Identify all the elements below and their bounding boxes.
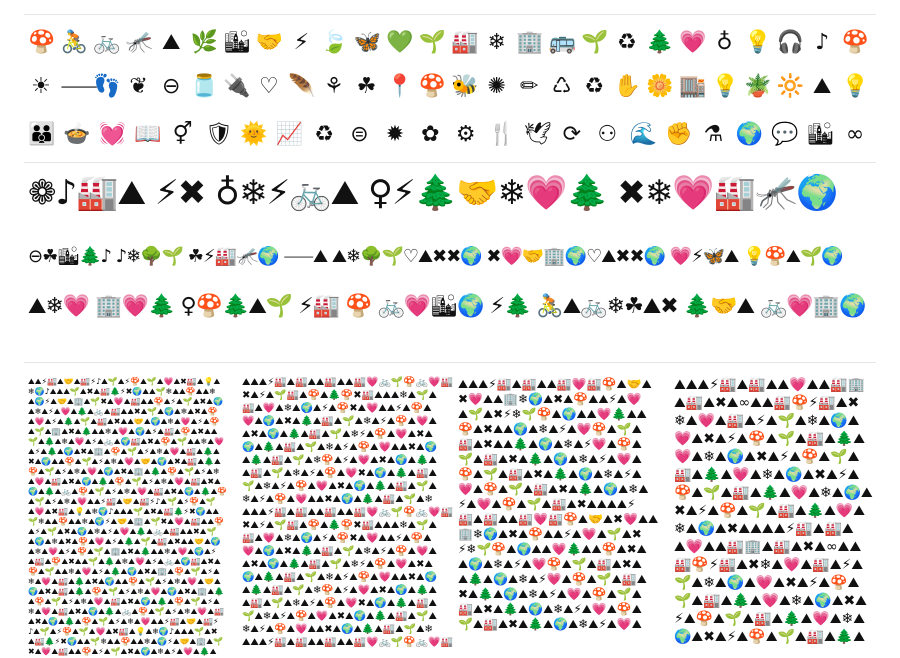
eco-ellipse-icon: ⊖ xyxy=(161,74,181,99)
lily-icon: ⚘ xyxy=(324,74,344,99)
paragraph-line: ✖⛰💗⛰🏭⛰⛰🍄⛰⚡⛰🌱⛰✖⛰🌍⛰❄⛰⚡⛰💗⛰🌲⛰ xyxy=(28,647,217,656)
paragraph-line: 🌱❄⛰⛰🍄⛰⛰❄⛰🌍⚡⛰🤝⛰🏢⛰🌱✖⛰💗⛰🏭⛰⛰🍄 xyxy=(28,517,225,526)
infinity-circle-icon: ∞ xyxy=(845,122,865,147)
paragraph-line: ⚡⛰🍄⛰🌱⛰🏭⛰🌲⛰💗⛰❄⛰ xyxy=(674,611,866,627)
plant-pot-icon: 🪴 xyxy=(744,74,772,99)
paragraph-line: 🌍⛰🌲⛰🏭⛰🌱⛰❄⛰⚡⛰🍄⛰💗⛰⛰✖⛰🌍 xyxy=(242,442,437,453)
paragraph-line: ⛰🍄⛰🌱⛰⚡⛰❄⛰💗⛰🏭⛰✖⛰🌍⛰🌲⛰🍄⛰🌱⛰⚡⛰ xyxy=(28,597,220,606)
growth-circle-icon: 📈 xyxy=(275,122,304,147)
paragraph-line: ⛰💗⛰⚡⛰🌲⛰🌱⛰🏭⛰✖⛰⛰🤝⛰🌍⛰❄⛰💗⛰⚡⛰🍄 xyxy=(28,417,220,426)
paragraph-line: ⛰⛰⛰⚡🏭⛰🏭⛰⛰🏭💗🏭🍄⛰🤝⛰ xyxy=(458,377,652,391)
mountains-icon: ⛰ xyxy=(161,30,181,55)
sample-line-small: ⛰❄💗 🏢💗🌲 ♀🍄🌲⛰🌱 ⚡🏭 🍄 🚲💗🏙🌍 ⚡🌲 🚴⛰🚲❄☘⛰✖ 🌲🤝⛰ 🚲💗🏢🌍 xyxy=(28,294,866,319)
paragraph-line: ⛰🌍⚡⛰🤝⛰🏢⛰🌱✖⛰💗⛰🏭⛰⛰🍄⛰⚡⛰🌱⛰✖⛰🌍 xyxy=(28,397,223,406)
recycle-circle-icon: ♻ xyxy=(616,30,637,55)
paragraph-line: 🌱⛰🏭⛰✖⛰🌲⛰🌍⛰❄⛰⚡⛰💗⛰ xyxy=(458,617,642,631)
icon-row-2 xyxy=(28,72,868,102)
paragraph-line: ⛰💗⛰✖🏭⛰💡⛰❄🌍♪⛰⛰⛰🌱⛰✖⛰🏭🌲⚡✖🌍⛰⛰ xyxy=(28,507,220,516)
heartbeat-circle-icon: 💓 xyxy=(98,122,127,147)
location-pin-icon: 📍 xyxy=(386,74,414,99)
paragraph-panel-3 xyxy=(458,377,659,636)
mushroom-small-icon: 🍄 xyxy=(841,30,870,55)
paragraph-line: ⛰🏭⛰🌱⛰❄⛰⚡⛰🍄⛰💗✖⛰🌍⛰🌲⛰🏭⛰ xyxy=(242,598,437,609)
paragraph-line: ❄⛰⚡⛰🍄⛰💗⛰⛰✖⛰🌍⛰🌲⛰🏭⛰🌱⛰❄ xyxy=(242,624,433,635)
hand-leaf-icon: ✋ xyxy=(613,74,642,99)
paragraph-panel-4 xyxy=(674,377,873,645)
gender-circle-icon: ⚥ xyxy=(172,122,193,147)
vitruvian-man-icon: ♁ xyxy=(716,30,733,55)
cycle-arrows-icon: ♺ xyxy=(551,74,572,99)
paragraph-line: ⛰🌍⛰❄⛰✖⛰🍄⛰💗⛰⚡⛰🌲⛰🌱⛰🏭⛰✖⛰⛰🤝⛰🌍 xyxy=(28,537,221,546)
paragraph-line: ⛰🏭🌲⚡✖🌍⛰⛰🌱❄⛰⛰🍄⛰⛰❄⛰🌍⚡⛰🤝⛰🏢⛰🌱 xyxy=(28,637,223,646)
paragraph-line: 🍄⛰🌱⛰⛰❄⛰💗⛰⚡⛰🌲⛰🌍⛰✖⛰🏢⛰🍄⛰🌱⛰⚡⛰ xyxy=(28,567,220,576)
handshake-icon: 🤝 xyxy=(255,30,284,55)
paragraph-line: 🌱⛰❄⛰⚡⛰🍄⛰💗⛰✖⛰🌍⛰🌲⛰🏭⛰🌱⛰ xyxy=(242,611,437,622)
paragraph-panel-1 xyxy=(28,377,228,656)
cutlery-icon: 🍴 xyxy=(488,122,516,147)
virus-icon: ✹ xyxy=(385,122,405,147)
paragraph-line: ⚡❄🌱🍄⛰🌍⛰⛰💗🌲⛰⛰🍄⛰✖⛰ xyxy=(458,542,647,556)
city-icon: 🏙 xyxy=(223,30,252,55)
paragraph-line: ❄🌍♪⛰⛰⛰🌱⛰✖⛰🏭🌲⚡✖🌍⛰⛰🌱❄⛰⛰🍄⛰⛰❄ xyxy=(28,387,216,396)
paragraph-line: 🏭⛰✖⛰🌲⛰🌍⛰❄⛰⚡⛰💗⛰🍄⛰ xyxy=(458,602,642,616)
apartment-icon: 🏬 xyxy=(678,74,707,99)
butterfly-icon: 🦋 xyxy=(353,30,381,55)
paragraph-line: ✖💗⛰⛰🏢❄🌍⛰✖⛰🍄⛰⛰⚡⛰💗 xyxy=(458,392,642,406)
paragraph-line: 🌍⛰✖⛰⚡⛰🍄⛰🌱⛰🏭⛰🌲⛰ xyxy=(674,629,866,645)
paragraph-line: 💗⛰❄⛰🌍⛰✖⛰⚡⛰🍄⛰🌱⛰ xyxy=(674,449,860,465)
mushroom-icon: 🍄 xyxy=(28,30,56,55)
paragraph-line: ⛰✖⛰🌍⛰🌲⛰🍄⛰🌱⛰⚡⛰❄⛰💗⛰⛰⚡🏭⛰🤝⛰🏭⚡ xyxy=(28,617,219,626)
paragraph-line: ⛰⛰⚡🏭⛰🤝⛰🏭⚡♪⛰🌱⛰⚡🍄⛰🌱⛰💗⛰✖🏭⛰💡⛰ xyxy=(28,377,221,386)
paragraph-line: 💗⛰✖⛰⚡⛰🍄⛰🌱⛰🏭⛰🌲⛰ xyxy=(674,431,866,447)
chat-circle-icon: 💬 xyxy=(771,122,799,147)
paragraph-line: ⛰✖⛰🌍⛰🌲⛰🏭⛰🌱⛰❄⚡⛰🍄⛰💗⛰✖⛰ xyxy=(242,559,433,570)
paragraph-line: 🏭🍄⚡🏭⛰✖❄⛰💗⛰🏭⛰⚡⛰ xyxy=(674,557,864,573)
paragraph-line: ⛰⛰⛰⚡🏭⛰🏭⛰⛰🏭⛰⛰🏭💗🚲🌱🍄🚲💗🏭 xyxy=(242,507,454,518)
paragraph-line: 🌍⛰🌲⛰🚲⛰🍄⛰🌱⛰⚡⛰❄⛰💗⛰🏭⛰✖⛰🌍⛰🌲⛰🍄 xyxy=(28,487,228,496)
bus-icon: 🚌 xyxy=(548,30,577,55)
paragraph-line: 🏭⛰🌲⛰💗⛰❄⛰🌍⛰✖⛰⚡⛰ xyxy=(674,467,860,483)
paragraph-line: ✖⛰⚡⛰🌱🏭⛰🍄⛰🌲🍄✖🏭⛰⛰⛰❄⛰🌱⛰ xyxy=(242,520,437,531)
paragraph-line: ♪⛰🌱⛰⚡🍄⛰🌱⛰💗⛰✖🏭⛰💡⛰❄🌍♪⛰⛰⛰🌱⛰✖ xyxy=(28,627,218,636)
paragraph-line: 🏭⛰✖⛰⛰🌲⛰🌍⛰❄⛰⚡💗⛰🍄⛰ xyxy=(458,437,642,451)
paragraph-line: ⛰⛰⛰⚡🏭⛰🏭⛰⛰🏭⛰⛰🏭💗🚲🌱🍄🚲💗🏭 xyxy=(242,637,454,648)
paragraph-line: ⛰✖⛰🌍⛰🌲⛰🏭⛰🌱⛰❄⚡⛰🍄⛰💗⛰✖⛰ xyxy=(242,429,433,440)
paragraph-line: 🌱⛰❄⛰🌍⛰💗⛰✖⛰⚡⛰🍄⛰ xyxy=(674,575,860,591)
recycle-circle-icon: ♻ xyxy=(314,122,334,147)
sprout-icon: 🌱 xyxy=(418,30,446,55)
paragraph-line: ⛰🌲⛰🌍⛰❄⛰⚡💗⛰🍄⛰🌱⛰🏭⛰ xyxy=(458,572,647,586)
feather-icon: 🪶 xyxy=(288,74,316,99)
paragraph-line: ✖⛰⚡⛰🍄⛰🌱⛰🏭⛰🌲⛰💗⛰ xyxy=(674,503,866,519)
paragraph-line: ⛰🌍⛰❄⛰⚡⛰💗🍄⛰🌱⛰🏭⛰✖⛰ xyxy=(458,557,642,571)
paragraph-line: ⛰🌱⛰🏢⛰✖⛰🌲⛰⛰❄⛰💗⛰🌍⛰⚡⛰🏭⛰🍄⛰✖⛰⛰ xyxy=(28,427,218,436)
tree-icon: 🌲 xyxy=(646,30,674,55)
mushroom-pair-icon: 🍄 xyxy=(418,74,446,99)
paragraph-line: 🍄⛰✖⛰⛰🌍⛰❄⛰⚡⛰💗🍄⛰🌱⛰ xyxy=(458,422,642,436)
building-icon: 🏢 xyxy=(516,30,544,55)
paragraph-line: ✖⛰⚡⛰🌱🏭⛰🍄⛰🌲🍄✖🏭⛰⛰⛰❄⛰🌱⛰ xyxy=(242,390,437,401)
sun-icon: ☀ xyxy=(31,74,51,99)
heart-planet-icon: 💗 xyxy=(678,30,707,55)
sun-circle-icon: 🌞 xyxy=(240,122,268,147)
jar-icon: 🫙 xyxy=(190,74,219,99)
paragraph-line: ✖⛰🌲⛰🌍⛰❄⛰⚡⛰💗⛰🍄⛰🌱⛰ xyxy=(458,587,642,601)
section-divider-2 xyxy=(24,362,876,363)
paragraph-line: ❄⛰💗⛰🏭⛰⚡⛰🌱⛰❄⛰🌍⛰ xyxy=(674,413,860,429)
paragraph-line: 🏢❄🌍⛰✖⛰🍄⛰⛰⚡⛰💗⛰🌱⛰✖ xyxy=(458,527,642,541)
city-circle-icon: 🏙 xyxy=(806,122,835,147)
equals-circle-icon: ⊜ xyxy=(350,122,369,147)
flower-burst-icon: ✺ xyxy=(487,74,506,99)
sample-line-large: ❁♪🏭⛰ ⚡✖ ♁❄⚡🚲⛰ ♀⚡🌲🤝❄💗🌲 ✖❄💗🏭🦟🌍 xyxy=(28,173,838,213)
paragraph-line: ✖⛰🌍⛰⛰🍄⛰🌱⛰⚡⛰❄⛰💗⛰🤝⛰🌍⛰✖⛰🏭⛰🌲⛰ xyxy=(28,457,221,466)
paragraph-line: ⚡⛰💗⛰🍄⛰🌱⛰🏭⛰✖⛰⛰⛰⛰⚡ xyxy=(458,497,636,511)
paragraph-line: 💗⛰🌍⛰✖⛰🌲⛰🏭⛰🌱⛰❄⛰⚡⛰🍄⛰💗⛰ xyxy=(242,546,437,557)
paragraph-line: 🌍⛰✖⛰🏭⛰🌲⛰🍄⛰🌱⛰⚡⛰❄⛰💗⛰🌍⛰✖⛰🏢⛰🌲 xyxy=(28,587,225,596)
paragraph-line: ⛰🏭⛰🌱⛰❄⛰⚡⛰🍄⛰💗✖⛰🌍⛰🌲⛰🏭⛰ xyxy=(242,468,437,479)
section-divider-1 xyxy=(24,162,876,163)
shield-circle-icon: 🛡 xyxy=(204,122,233,147)
bulb-icon: 💡 xyxy=(744,30,772,55)
cyclist-icon: 🚴 xyxy=(60,30,88,55)
paragraph-line: 🏭⛰💗⛰❄⛰🌍⛰⚡⛰🍄✖⛰💗⛰⛰⚡⛰🍄⛰ xyxy=(242,403,432,414)
water-land-icon: 🌊 xyxy=(629,122,658,147)
paragraph-line: ❄⛰🌍⛰✖⛰⛰⛰⛰⚡🏭⛰🏭⛰ xyxy=(674,521,854,537)
forest-hill-icon: ⛰ xyxy=(812,74,832,99)
solar-panel-icon: 🔆 xyxy=(776,74,804,99)
sun-snow-icon: ❄ xyxy=(487,30,506,55)
icon-row-1 xyxy=(28,28,868,58)
paragraph-line: ⛰🌲⛰🏭⛰🌱⛰❄🍄⛰⚡⛰💗⛰✖⛰🌍⛰🌲⛰ xyxy=(242,455,437,466)
dove-icon: 🕊 xyxy=(523,122,552,147)
sample-line-medium: ⊖☘🏙🌲♪ ♪❄🌳🌱 ☘⚡🏭🦟🌍 ⸺⛰ ⛰❄🌳🌱♡⛰✖✖🌍 ✖💗🤝🏢🌍♡⛰✖✖🌍 💗⚡🦋⛰ 💡🍄⛰🌱🌍 xyxy=(28,246,843,267)
recycle-icon: ♻ xyxy=(584,74,605,99)
paragraph-line: ⛰💗⛰⛰🏭🏢⛰🏭⛰✖⛰∞⛰⛰ xyxy=(674,539,862,555)
icon-row-3 xyxy=(28,120,868,150)
paragraph-line: ⛰❄⛰💗⛰⚡⛰🍄⛰🌱⛰🏢⛰✖⛰🌲⛰⛰❄⛰💗⛰🌍⛰⚡ xyxy=(28,547,217,556)
paragraph-line: 🍄⛰🌱⛰🏭⛰🌲⛰💗⛰❄⛰🌍⛰ xyxy=(674,485,873,501)
paragraph-line: ❄⛰💗⛰🏭⛰✖⛰🌍⛰🌲⛰🚲⛰🍄⛰🌱⛰⚡⛰❄⛰💗⛰🏭 xyxy=(28,607,225,616)
dragonfly-icon: 🦟 xyxy=(125,30,154,55)
leaf-icon: 🍃 xyxy=(320,30,349,55)
paragraph-line: ⛰⛰⛰⚡🏭⛰🏭⛰⛰💗⛰⛰🏭🏢 xyxy=(674,377,866,393)
pencil-icon: ✏ xyxy=(519,74,539,99)
paragraph-line: ⛰⚡⛰🌲⛰🌍⛰✖⛰🏢⛰🍄⛰🌱⛰⚡⛰❄⛰💗⛰🏭⛰🌲⛰ xyxy=(28,447,220,456)
top-divider xyxy=(24,14,876,15)
heart-pot-icon: ♡ xyxy=(258,74,279,99)
paragraph-line: ⛰🏭⛰✖⛰∞⛰⛰🏭🍄⚡🏭⛰✖ xyxy=(674,395,860,411)
paragraph-line: ⛰💗⛰🏭⛰✖⛰🌍⛰🌲⛰🍄⛰🌱⛰⚡⛰❄⛰💗⛰🏭⛰✖⛰ xyxy=(28,477,221,486)
paragraph-line: 💗⛰🌍⛰✖⛰🌲⛰🏭⛰🌱⛰❄⛰⚡⛰🍄⛰💗⛰ xyxy=(242,416,437,427)
paragraph-line: ⛰🌱⛰✖⚡❄🌱🍄⛰🌍⛰⛰💗🌲⛰⛰ xyxy=(458,407,647,421)
branch-icon: ⸺ xyxy=(60,74,98,99)
paragraph-line: 🌍⛰🌲⛰🏭⛰🌱⛰❄⛰⚡⛰🍄⛰💗⛰⛰✖⛰🌍 xyxy=(242,572,437,583)
bulb-bolt-icon: 💡 xyxy=(711,74,739,99)
wings-icon: ❦ xyxy=(129,74,148,99)
headphones-icon: 🎧 xyxy=(776,30,804,55)
paragraph-line: 🏭⛰🏭⛰⛰🏭💗🏭🍄⛰🤝⛰✖💗⛰⛰ xyxy=(458,512,659,526)
paragraph-line: ❄⛰💗⛰🏭⛰🌲⛰✖⛰🌍⛰⛰🍄⛰🌱⛰⚡⛰❄⛰💗⛰🤝⛰ xyxy=(28,577,221,586)
paragraph-line: 🌱⛰🌲⛰❄⛰💗⛰⚡⛰🚲⛰🌍🏭⛰✖⛰🍄⛰🌱⛰⛰❄⛰💗 xyxy=(28,437,225,446)
flower-icon: 🌼 xyxy=(646,74,674,99)
music-note-icon: ♪ xyxy=(815,30,830,55)
family-circle-icon: 👪 xyxy=(28,122,56,147)
bush-icon: 🌿 xyxy=(190,30,219,55)
book-circle-icon: 📖 xyxy=(134,122,162,147)
paragraph-line: ⛰🏭⛰🍄⛰✖⛰⛰🌱⛰🌲⛰❄⛰💗⛰⚡⛰🚲⛰🌍🏭⛰✖⛰ xyxy=(28,557,221,566)
paragraph-line: 🍄⛰🌱⛰🏭⛰✖⛰🌲⛰🌍⛰❄⛰⚡⛰ xyxy=(458,467,642,481)
paragraph-panel-2 xyxy=(242,377,454,648)
triple-leaf-icon: ☘ xyxy=(356,74,377,99)
people-cycle-icon: ⚇ xyxy=(597,122,618,147)
lightbulb-idea-icon: 💡 xyxy=(841,74,870,99)
paragraph-line: 🍄⛰🌱⛰⚡⛰❄⛰💗⛰🌍⛰✖⛰🏢⛰🌲⛰🍄⛰🌱⛰⚡⛰❄ xyxy=(28,467,220,476)
paragraph-line: ⛰❄⛰⚡⛰💗⛰🌲⛰🚲⛰🏭⛰⛰✖⛰🌱⛰🌍⛰❄⛰✖⛰🍄 xyxy=(28,407,218,416)
bee-icon: 🐝 xyxy=(451,74,479,99)
seedling-icon: 🌱 xyxy=(581,30,609,55)
paragraph-line: ⛰🌱⛰⚡⛰❄⛰💗⛰⛰⚡🏭⛰🤝⛰🏭⚡♪⛰🌱⛰⚡🍄⛰🌱 xyxy=(28,497,216,506)
bicycle-icon: 🚲 xyxy=(93,30,121,55)
paragraph-line: ⛰🌲⛰🏭⛰🌱⛰❄🍄⛰⚡⛰💗⛰✖⛰🌍⛰🌲⛰ xyxy=(242,585,437,596)
cycle-dots-icon: ⟳ xyxy=(562,122,582,147)
bowl-circle-icon: 🍲 xyxy=(63,122,91,147)
factory-icon: 🏭 xyxy=(451,30,479,55)
paragraph-line: ⛰⚡⛰🌱⛰✖⛰🌍⛰❄⛰⚡⛰💗⛰🌲⛰🚲⛰🏭⛰⛰✖⛰🌱 xyxy=(28,527,217,536)
paragraph-line: 🌱⛰🏭⛰✖⛰🌲⛰🌍⛰❄⛰⚡⛰💗⛰ xyxy=(458,452,642,466)
paragraph-line: 🏭⛰💗⛰❄⛰🌍⛰⚡⛰🍄✖⛰💗⛰⛰⚡⛰🍄⛰ xyxy=(242,533,432,544)
plug-icon: 🔌 xyxy=(223,74,251,99)
gear-leaf-icon: ⚙ xyxy=(455,122,476,147)
paragraph-line: 🌱⛰❄⛰⚡⛰🍄⛰💗⛰✖⛰🌍⛰🌲⛰🏭⛰🌱⛰ xyxy=(242,481,437,492)
footprint-icon: 👣 xyxy=(93,74,121,99)
paragraph-line: ❄⛰⚡⛰🍄⛰💗⛰⛰✖⛰🌍⛰🌲⛰🏭⛰🌱⛰❄ xyxy=(242,494,433,505)
leaf-heart-icon: 💚 xyxy=(386,30,414,55)
globe-icon: 🌍 xyxy=(735,122,764,147)
lab-flask-icon: ⚗ xyxy=(703,122,724,147)
paragraph-line: 💗⛰🍄⛰🌱⛰🏭⛰✖⛰🌲⛰🌍⛰❄⛰ xyxy=(458,482,649,496)
paragraph-line: ⛰⛰⛰⚡🏭⛰🏭⛰⛰🏭⛰⛰🏭💗🚲🌱🍄🚲💗🏭 xyxy=(242,377,454,388)
flower-circle-icon: ✿ xyxy=(421,122,440,147)
fist-circle-icon: ✊ xyxy=(665,122,693,147)
lightning-icon: ⚡ xyxy=(293,30,310,55)
paragraph-line: 🌱⛰🏭⛰🌲⛰💗⛰❄⛰🌍⛰✖⛰ xyxy=(674,593,867,609)
